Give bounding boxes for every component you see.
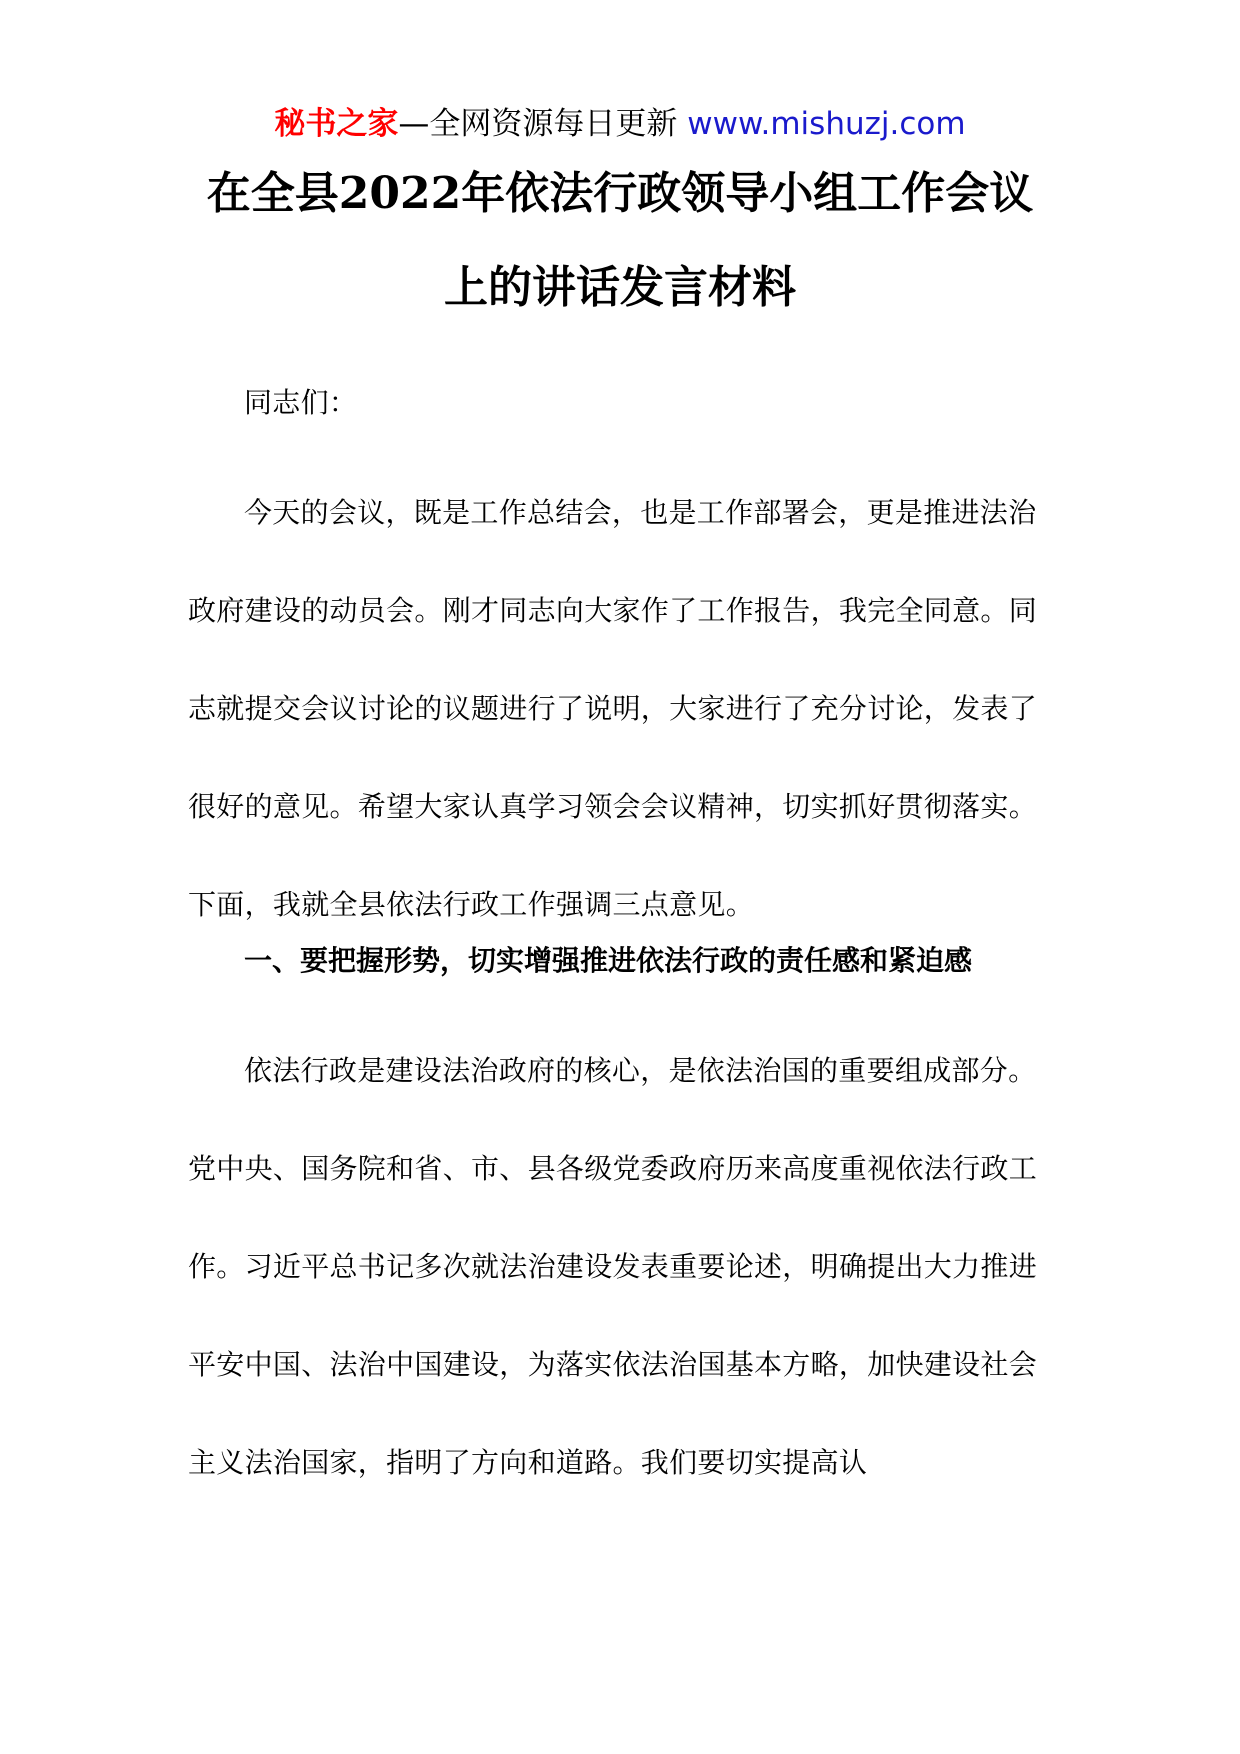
salutation: 同志们： [244,386,358,419]
site-slogan: —全网资源每日更新 [398,106,688,142]
paragraph-intro: 今天的会议，既是工作总结会，也是工作部署会，更是推进法治政府建设的动员会。刚才同志向大家作了工作报告，我完全同意。同志就提交会议讨论的议题进行了说明，大家进行了充分讨论，发表了很好的意见。希望大家认真学习领会会议精神，切实抓好贯彻落实。下面，我就全县依法行政工作强调三点意见。 [188,496,1038,921]
site-header [0,104,1240,144]
document-title-line-1: 在全县2022年依法行政领导小组工作会议 [206,168,1034,219]
document-title-line-2: 上的讲话发言材料 [444,262,796,313]
paragraph-section-1: 依法行政是建设法治政府的核心，是依法治国的重要组成部分。党中央、国务院和省、市、县各级党委政府历来高度重视依法行政工作。习近平总书记多次就法治建设发表重要论述，明确提出大力推进平安中国、法治中国建设，为落实依法治国基本方略，加快建设社会主义法治国家，指明了方向和道路。我们要切实提高认 [188,1054,1038,1479]
section-heading-1: 一、要把握形势，切实增强推进依法行政的责任感和紧迫感 [244,944,973,977]
site-brand: 秘书之家 [274,106,399,142]
site-url-link[interactable]: www.mishuzj.com [687,106,966,142]
